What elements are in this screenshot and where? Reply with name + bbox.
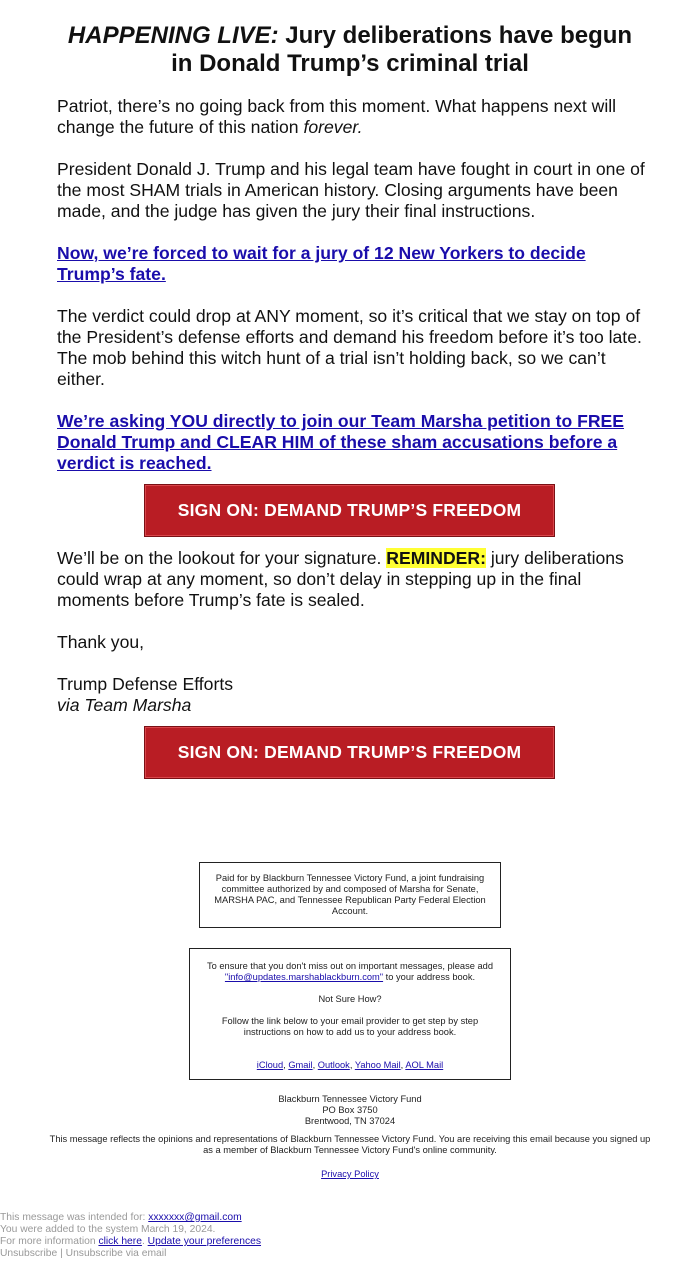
email-statement: This message reflects the opinions and representations of Blackburn Tennessee Victory Fund. You are receiving this email because you signed up as a member of Blackburn Tennessee Victory Fund's online community. bbox=[49, 1134, 651, 1155]
signature bbox=[57, 674, 649, 716]
footer-unsubscribe bbox=[0, 1248, 166, 1260]
not-sure-text: Not Sure How? bbox=[318, 994, 382, 1004]
jury-paragraph bbox=[57, 243, 649, 285]
instructions-text: Follow the link below to your email provider to get step by step instructions on how to add us to your address book. bbox=[221, 1016, 479, 1037]
intro-italic: forever. bbox=[303, 117, 363, 137]
petition-paragraph bbox=[57, 411, 649, 474]
click-here-link[interactable]: click here bbox=[98, 1236, 142, 1247]
signature-name: Trump Defense Efforts bbox=[57, 674, 234, 694]
more-info-label: For more information bbox=[0, 1236, 99, 1247]
sign-on-button-bottom[interactable]: SIGN ON: DEMAND TRUMP’S FREEDOM bbox=[144, 726, 555, 779]
provider-yahoo-link[interactable]: Yahoo Mail bbox=[354, 1060, 401, 1070]
reminder-after: jury deliberations could wrap at any moment, so don’t delay in stepping up in the final moments before Trump’s fate is sealed. bbox=[57, 548, 624, 610]
unsubscribe-separator: | bbox=[57, 1248, 66, 1259]
provider-icloud-link[interactable]: iCloud bbox=[256, 1060, 284, 1070]
signature-via: via Team Marsha bbox=[57, 695, 192, 715]
address-book-box bbox=[189, 948, 511, 1080]
address-book-intro bbox=[204, 961, 496, 983]
provider-links: iCloud, Gmail, Outlook, Yahoo Mail, AOL Mail bbox=[256, 1060, 444, 1070]
footer-added: You were added to the system March 19, 2024. bbox=[0, 1224, 216, 1235]
intended-email-link[interactable]: xxxxxxx@gmail.com bbox=[148, 1212, 242, 1223]
mailing-org: Blackburn Tennessee Victory Fund bbox=[278, 1094, 422, 1104]
unsubscribe-link[interactable]: Unsubscribe bbox=[0, 1248, 58, 1259]
headline-prefix: HAPPENING LIVE: bbox=[67, 22, 279, 49]
intended-label: This message was intended for: bbox=[0, 1212, 149, 1223]
verdict-paragraph: The verdict could drop at ANY moment, so it’s critical that we stay on top of the President’s defense efforts and demand his freedom before it’s too late. The mob behind this witch hunt of a trial isn’t holding back, so we can’t either. bbox=[57, 306, 642, 389]
mailing-address bbox=[0, 1094, 700, 1127]
sign-on-button-top[interactable]: SIGN ON: DEMAND TRUMP’S FREEDOM bbox=[144, 484, 555, 537]
provider-aol-link[interactable]: AOL Mail bbox=[405, 1060, 444, 1070]
intro-paragraph bbox=[57, 96, 649, 138]
footer-intended bbox=[0, 1212, 242, 1224]
thanks-text: Thank you, bbox=[57, 632, 145, 652]
provider-outlook-link[interactable]: Outlook bbox=[317, 1060, 350, 1070]
headline-line2: in Donald Trump’s criminal trial bbox=[171, 50, 529, 77]
jury-link[interactable]: Now, we’re forced to wait for a jury of 12 New Yorkers to decide Trump’s fate. bbox=[57, 243, 586, 284]
mailing-po-box: PO Box 3750 bbox=[322, 1105, 378, 1115]
intro-text: Patriot, there’s no going back from this moment. What happens next will change the future of this nation bbox=[57, 96, 617, 137]
unsubscribe-email-link[interactable]: Unsubscribe via email bbox=[65, 1248, 167, 1259]
headline-line1: Jury deliberations have begun bbox=[278, 22, 633, 49]
petition-link[interactable]: We’re asking YOU directly to join our Team Marsha petition to FREE Donald Trump and CLEAR HIM of these sham accusations before a verdict is reached. bbox=[57, 411, 625, 473]
privacy-policy-link[interactable]: Privacy Policy bbox=[321, 1169, 379, 1179]
provider-gmail-link[interactable]: Gmail bbox=[288, 1060, 313, 1070]
update-preferences-link[interactable]: Update your preferences bbox=[147, 1236, 262, 1247]
headline bbox=[0, 22, 700, 78]
footer-more-info: For more information click here. Update your preferences bbox=[0, 1236, 262, 1247]
sender-email-link[interactable]: "info@updates.marshablackburn.com" bbox=[224, 972, 384, 982]
reminder-highlight: REMINDER: bbox=[386, 548, 486, 568]
mailing-city: Brentwood, TN 37024 bbox=[304, 1116, 396, 1126]
paid-for-disclaimer bbox=[199, 862, 501, 928]
reminder-paragraph bbox=[57, 548, 649, 611]
privacy-policy bbox=[0, 1169, 700, 1180]
paid-for-text: Paid for by Blackburn Tennessee Victory Fund, a joint fundraising committee authorized by and composed of Marsha for Senate, MARSHA PAC, and Tennessee Republican Party Federal Election Account. bbox=[214, 873, 486, 916]
intro-after: to your address book. bbox=[383, 972, 476, 982]
intro-before: To ensure that you don't miss out on important messages, please add bbox=[206, 961, 493, 971]
reminder-before: We’ll be on the lookout for your signature. bbox=[57, 548, 387, 568]
trial-paragraph: President Donald J. Trump and his legal team have fought in court in one of the most SHAM trials in American history. Closing arguments have been made, and the judge has given the jury their final instructions. bbox=[57, 159, 645, 221]
